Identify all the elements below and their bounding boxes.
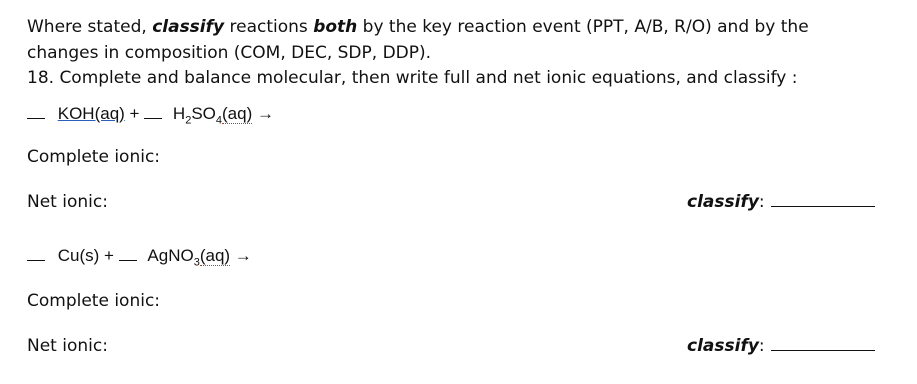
classify-blank[interactable] xyxy=(771,192,875,207)
question-18: 18. Complete and balance molecular, then write full and net ionic equations, and classify : xyxy=(27,68,798,88)
intro-line-2: changes in composition (COM, DEC, SDP, DDP). xyxy=(27,43,432,63)
intro-text: reactions xyxy=(224,17,314,37)
equation-2 xyxy=(27,245,252,273)
coefficient-blank[interactable] xyxy=(119,246,137,261)
intro-text: Where stated, xyxy=(27,17,153,37)
complete-ionic-label-1: Complete ionic: xyxy=(27,147,161,167)
reactant-koh: KOH(aq) xyxy=(57,104,125,123)
plus-sign: + xyxy=(124,104,145,123)
classify-field-2: classify: xyxy=(687,335,875,357)
coefficient-blank[interactable] xyxy=(27,104,45,119)
plus-sign: + xyxy=(99,246,119,265)
net-ionic-label-1: Net ionic: xyxy=(27,192,108,212)
classify-label: classify xyxy=(687,192,759,212)
arrow: → xyxy=(252,104,274,123)
classify-field-1: classify: xyxy=(687,191,875,213)
intro-text: by the key reaction event (PPT, A/B, R/O) and by the xyxy=(357,17,809,37)
classify-label: classify xyxy=(687,336,759,356)
classify-blank[interactable] xyxy=(771,336,875,351)
complete-ionic-label-2: Complete ionic: xyxy=(27,291,161,311)
net-ionic-label-2: Net ionic: xyxy=(27,336,108,356)
coefficient-blank[interactable] xyxy=(27,246,45,261)
reactant-h2so4: $H_2SO_4(aq)$ xyxy=(172,104,253,127)
reactant-agno3: AgNO$_3$(aq) xyxy=(147,246,231,269)
both-emphasis: both xyxy=(313,17,358,37)
coefficient-blank[interactable] xyxy=(144,104,162,119)
intro-line-1 xyxy=(27,16,809,38)
arrow: → xyxy=(230,246,252,265)
equation-1 xyxy=(27,103,274,131)
classify-emphasis: classify xyxy=(152,17,225,37)
reactant-cu: Cu(s) xyxy=(57,246,100,265)
